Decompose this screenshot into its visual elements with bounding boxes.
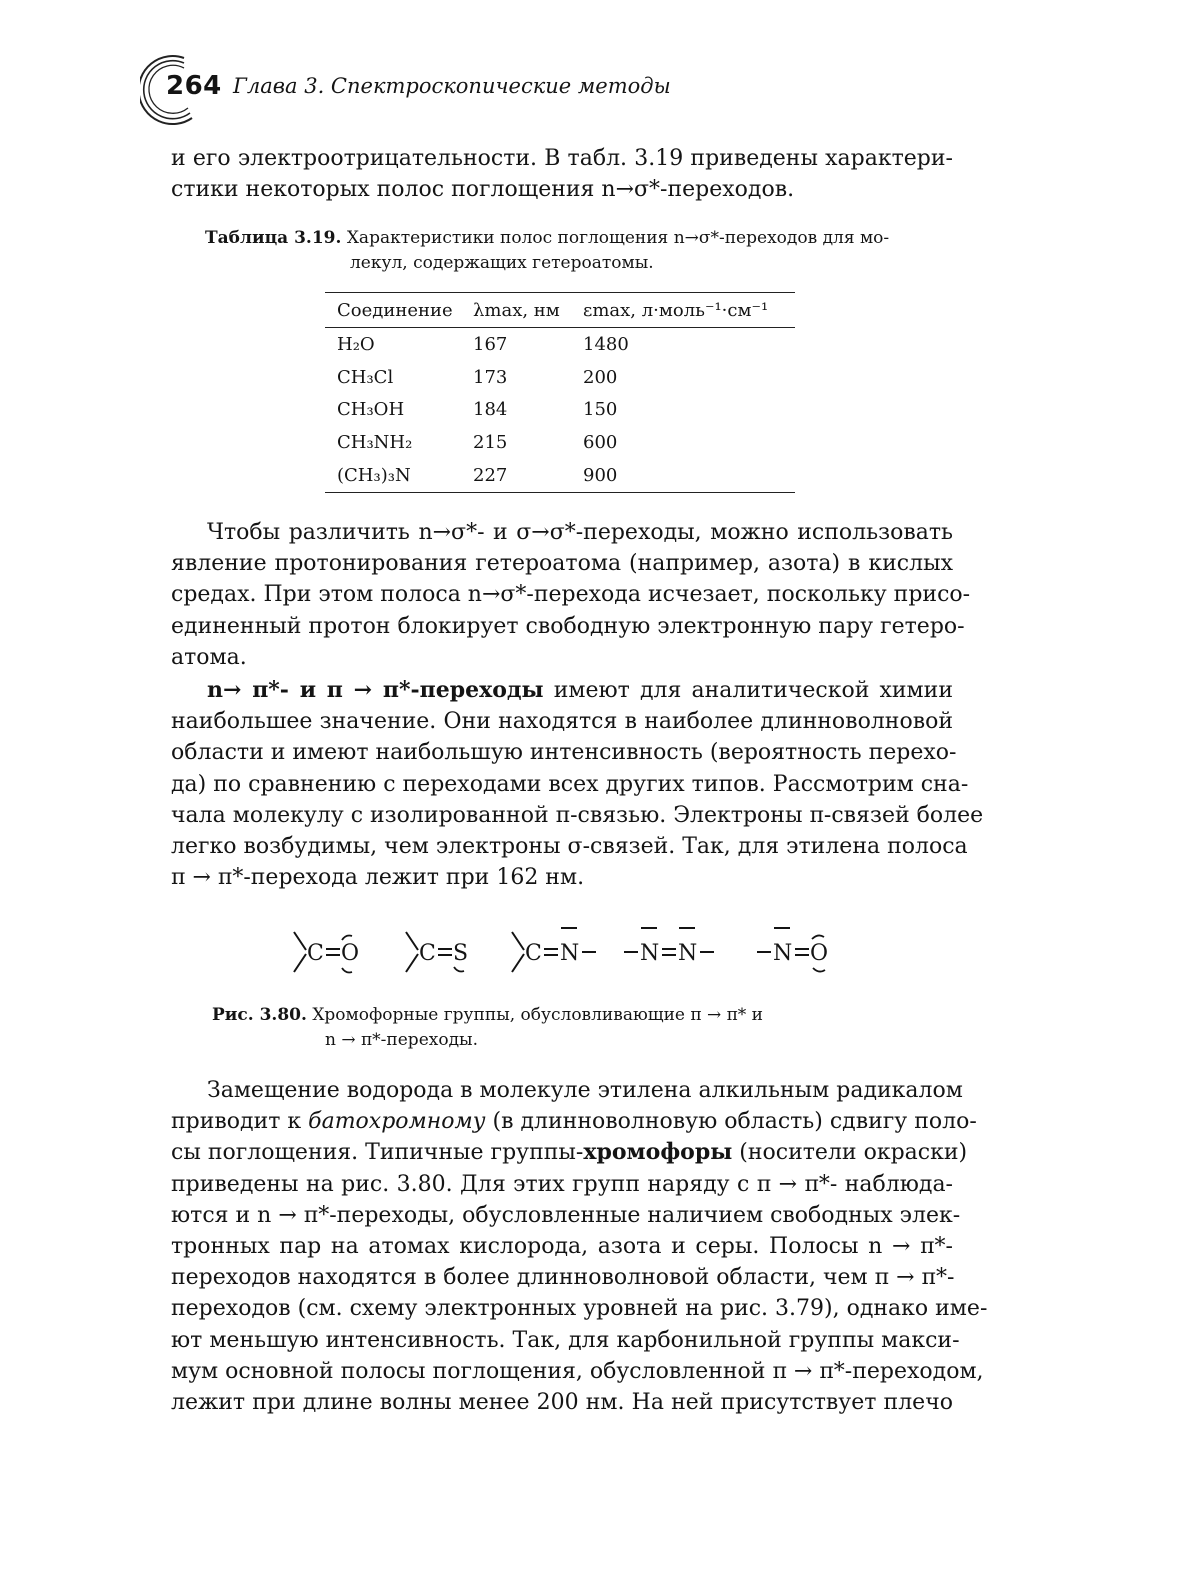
paragraph-pi-transitions — [171, 675, 984, 893]
figure-caption — [212, 1003, 852, 1053]
table-cell-lambda: 184 — [473, 399, 508, 420]
table-cell-lambda: 227 — [473, 465, 508, 486]
italic-term: батохромному — [308, 1109, 486, 1135]
text-line: тронных пар на атомах кислорода, азота и серы. Полосы n → π*- — [171, 1234, 953, 1260]
chem-group-NN: N — [640, 941, 660, 966]
table-caption — [205, 226, 945, 276]
text-line — [171, 1137, 968, 1168]
text-span: сы поглощения. Типичные группы- — [171, 1140, 584, 1166]
bold-lead: n→ π*- и π → π*-переходы — [207, 677, 544, 703]
table-cell-epsilon: 1480 — [583, 334, 629, 355]
table-cell-epsilon: 150 — [583, 399, 618, 420]
page-number: 264 — [166, 71, 222, 101]
table-cell-compound: CH₃Cl — [337, 367, 394, 388]
text-line: лежит при длине волны менее 200 нм. На ней присутствует плечо — [171, 1390, 953, 1416]
table-cell-compound: (CH₃)₃N — [337, 465, 411, 486]
text-line — [171, 1106, 977, 1137]
atom-S: S — [453, 941, 469, 966]
text-line: π → π*-перехода лежит при 162 нм. — [171, 865, 585, 891]
text-line — [171, 675, 953, 706]
table-cell-epsilon: 900 — [583, 465, 618, 486]
text-span: приводит к — [171, 1109, 309, 1135]
chem-group-CS: C — [419, 941, 436, 966]
table-top-rule — [325, 292, 795, 293]
atom-N: N — [560, 941, 580, 966]
bold-term: хромофоры — [583, 1139, 733, 1166]
text-line: области и имеют наибольшую интенсивность (вероятность перехо- — [171, 740, 957, 766]
table-bottom-rule — [325, 492, 795, 493]
table-header-epsilon: εmax, л·моль⁻¹·см⁻¹ — [583, 300, 769, 321]
text-line: переходов (см. схему электронных уровней на рис. 3.79), однако име- — [171, 1296, 988, 1322]
running-head: Глава 3. Спектроскопические методы — [233, 74, 671, 98]
table-cell-epsilon: 600 — [583, 432, 618, 453]
table-cell-compound: H₂O — [337, 334, 375, 355]
table-cell-epsilon: 200 — [583, 367, 618, 388]
text-line: приведены на рис. 3.80. Для этих групп наряду с π → π*- наблюда- — [171, 1171, 953, 1197]
text-line: да) по сравнению с переходами всех других типов. Рассмотрим сна- — [171, 771, 969, 797]
table-caption-text: лекул, содержащих гетероатомы. — [350, 253, 654, 273]
table-cell-lambda: 215 — [473, 432, 508, 453]
text-line: ются и n → π*-переходы, обусловленные наличием свободных элек- — [171, 1202, 961, 1228]
text-line: явление протонирования гетероатома (например, азота) в кислых — [171, 551, 953, 577]
table-cell-lambda: 173 — [473, 367, 508, 388]
table-header-compound: Соединение — [337, 300, 453, 321]
table-caption-label: Таблица 3.19. — [205, 228, 342, 248]
figure-caption-text: n → π*-переходы. — [325, 1030, 478, 1050]
text-line: переходов находятся в более длинноволновой области, чем π → π*- — [171, 1265, 955, 1291]
text-line: ют меньшую интенсивность. Так, для карбонильной группы макси- — [171, 1327, 960, 1353]
paragraph-protonation — [171, 517, 971, 673]
atom-N: N — [678, 941, 698, 966]
text-line: средах. При этом полоса n→σ*-перехода исчезает, поскольку присо- — [171, 582, 971, 608]
text-line: атома. — [171, 644, 247, 670]
table-header-lambda: λmax, нм — [473, 300, 560, 321]
atom-O: O — [341, 941, 360, 966]
text-line: Чтобы различить n→σ*- и σ→σ*-переходы, можно использовать — [207, 520, 953, 545]
text-line: наибольшее значение. Они находятся в наиболее длинноволновой — [171, 709, 953, 735]
chem-group-CO: C — [307, 941, 324, 966]
intro-paragraph — [171, 143, 953, 205]
chem-group-CN: C — [525, 941, 542, 966]
atom-O: O — [810, 941, 829, 966]
table-cell-lambda: 167 — [473, 334, 508, 355]
table-caption-text: Характеристики полос поглощения n→σ*-переходов для мо- — [346, 228, 890, 248]
text-span: (в длинноволновую область) сдвигу поло- — [485, 1109, 977, 1135]
figure-caption-label: Рис. 3.80. — [212, 1005, 307, 1025]
table-header-rule — [325, 327, 795, 328]
chromophore-groups-figure — [280, 920, 860, 985]
text-span: (носители окраски) — [732, 1140, 968, 1166]
text-span: имеют для аналитической химии — [543, 678, 953, 703]
text-line: единенный протон блокирует свободную электронную пару гетеро- — [171, 613, 965, 639]
figure-caption-text: Хромофорные группы, обусловливающие π → π* и — [312, 1005, 763, 1025]
table-cell-compound: CH₃NH₂ — [337, 432, 413, 453]
text-line: Замещение водорода в молекуле этилена алкильным радикалом — [207, 1078, 963, 1103]
text-line: мум основной полосы поглощения, обусловленной π → π*-переходом, — [171, 1358, 984, 1384]
text-line: и его электроотрицательности. В табл. 3.19 приведены характери- — [171, 146, 953, 171]
paragraph-chromophores — [171, 1075, 988, 1418]
table-cell-compound: CH₃OH — [337, 399, 405, 420]
chem-group-NO: N — [773, 941, 793, 966]
text-line: стики некоторых полос поглощения n→σ*-переходов. — [171, 177, 795, 203]
text-line: чала молекулу с изолированной π-связью. Электроны π-связей более — [171, 802, 984, 828]
text-line: легко возбудимы, чем электроны σ-связей. Так, для этилена полоса — [171, 834, 968, 860]
